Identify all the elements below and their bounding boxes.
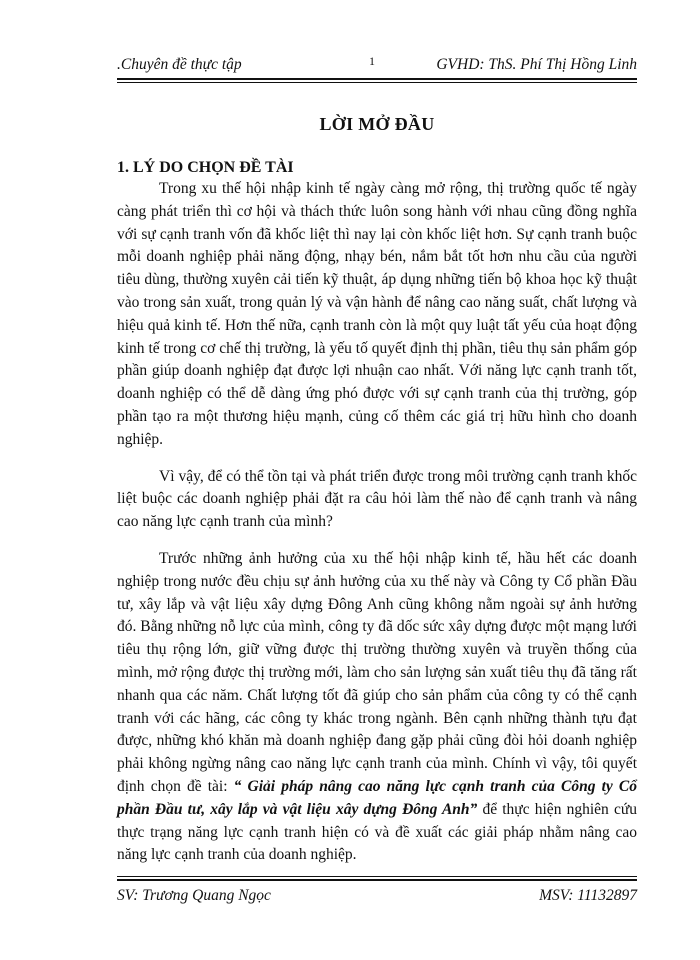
- header-rule-thick: [117, 78, 637, 80]
- page-title: LỜI MỞ ĐẦU: [319, 114, 435, 134]
- paragraph-1: Trong xu thế hội nhập kinh tế ngày càng mở rộng, thị trường quốc tế ngày càng phát triển thì cơ hội và thách thức luôn song hành với nhau cũng đồng nghĩa với sự cạnh tranh vốn đã khốc liệt thì nay lại còn khốc liệt hơn. Sự cạnh tranh buộc mỗi doanh nghiệp phải năng động, nhạy bén, nắm bắt tốt hơn nhu cầu của người tiêu dùng, thường xuyên cải tiến kỹ thuật, áp dụng những tiến bộ khoa học kỹ thuật vào trong sản xuất, trong quản lý và vận hành để nâng cao năng suất, chất lượng và hiệu quả kinh tế. Hơn thế nữa, cạnh tranh còn là một quy luật tất yếu của hoạt động kinh tế trong cơ chế thị trường, là yếu tố quyết định thị phần, tiêu thụ sản phẩm góp phần giúp doanh nghiệp đạt được lợi nhuận cao nhất. Với năng lực cạnh tranh tốt, doanh nghiệp có thể dễ dàng ứng phó được với sự cạnh tranh của thị trường, góp phần tạo ra một thương hiệu mạnh, củng cố thêm các giá trị hữu hình cho doanh nghiệp.: [117, 180, 637, 448]
- thesis-topic: “ Giải pháp nâng cao năng lực cạnh tranh của Công ty Cổ phần Đầu tư, xây lắp và vật liệu xây dựng Đông Anh”: [117, 777, 637, 818]
- footer-student-id: MSV: 11132897: [539, 887, 637, 904]
- body-text: [117, 178, 637, 881]
- paragraph-2: Vì vậy, để có thể tồn tại và phát triển được trong môi trường cạnh tranh khốc liệt buộc các doanh nghiệp phải đặt ra câu hỏi làm thế nào để cạnh tranh và nâng cao năng lực cạnh tranh của mình?: [117, 467, 637, 531]
- page-footer: [117, 887, 637, 911]
- header-advisor: GVHD: ThS. Phí Thị Hồng Linh: [436, 56, 637, 73]
- footer-rule-thick: [117, 879, 637, 881]
- footer-rule-thin: [117, 876, 637, 877]
- header-course-label: .Chuyên đề thực tập: [117, 56, 242, 73]
- header-rule-thin: [117, 82, 637, 83]
- page-header: [117, 52, 637, 76]
- paragraph-3-end: để thực hiện nghiên cứu thực trạng năng lực cạnh tranh hiện có và đề xuất các giải pháp nhằm nâng cao năng lực cạnh tranh của doanh nghiệp.: [117, 800, 637, 864]
- paragraph-3-start: Trước những ảnh hưởng của xu thế hội nhập kinh tế, hầu hết các doanh nghiệp trong nước đều chịu sự ảnh hưởng của xu thế này và Công ty Cổ phần Đầu tư, xây lắp và vật liệu xây dựng Đông Anh cũng không nằm ngoài sự ảnh hưởng đó. Bằng những nỗ lực của mình, công ty đã dốc sức xây dựng được một mạng lưới tiêu thụ rộng lớn, giữ vững được thị trường thường xuyên và truyền thống của mình, mở rộng được thị trường mới, làm cho sản lượng sản xuất tiêu thụ đã tăng rất nhanh qua các năm. Chất lượng tốt đã giúp cho sản phẩm của công ty có thể cạnh tranh với các hãng, các công ty khác trong ngành. Bên cạnh những thành tựu đạt được, những khó khăn mà doanh nghiệp đang gặp phải cũng đòi hỏi doanh nghiệp phải không ngừng nâng cao năng lực cạnh tranh của mình. Chính vì vậy, tôi quyết định chọn đề tài:: [117, 549, 637, 795]
- section-heading: 1. LÝ DO CHỌN ĐỀ TÀI: [117, 159, 294, 176]
- paragraph-3: [117, 548, 637, 867]
- footer-student: SV: Trương Quang Ngọc: [117, 887, 271, 904]
- page-number: 1: [369, 54, 375, 68]
